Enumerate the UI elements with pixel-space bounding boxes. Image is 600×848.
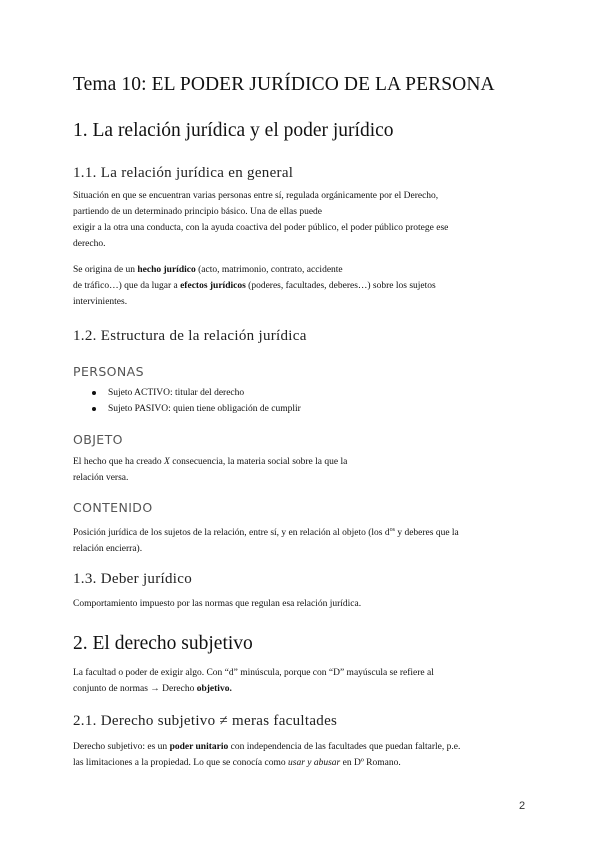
section-1-3-paragraph xyxy=(73,596,533,612)
text-run: Se origina de un xyxy=(73,265,138,275)
text-run: (poderes, facultades, deberes…) sobre los sujetos xyxy=(245,281,436,291)
bold-term-efectos-juridicos: efectos jurídicos xyxy=(180,281,246,291)
bullet-icon xyxy=(92,407,96,411)
bold-term-objetivo: objetivo. xyxy=(196,684,232,694)
text-line xyxy=(73,262,533,278)
contenido-paragraph xyxy=(73,522,533,557)
section-2-1-heading: 2.1. Derecho subjetivo ≠ meras facultades xyxy=(73,713,338,729)
personas-heading: PERSONAS xyxy=(73,364,144,379)
text-line xyxy=(73,454,533,470)
text-run: (acto, matrimonio, contrato, accidente xyxy=(195,265,343,275)
section-1-1-heading: 1.1. La relación jurídica en general xyxy=(73,165,294,181)
list-item xyxy=(92,385,301,401)
section-1-1-paragraph-1 xyxy=(73,188,533,252)
list-item-text: Sujeto ACTIVO: titular del derecho xyxy=(108,388,245,398)
text-line xyxy=(73,681,533,697)
text-run: con independencia de las facultades que puedan faltarle, p.e. xyxy=(228,742,461,752)
section-1-3-heading: 1.3. Deber jurídico xyxy=(73,571,192,587)
text-line xyxy=(73,278,533,294)
bullet-icon xyxy=(92,391,96,395)
text-line: exigir a la otra una conducta, con la ayuda coactiva del poder público, el poder público protege ese xyxy=(73,223,449,233)
text-line: intervinientes. xyxy=(73,297,128,307)
section-2-paragraph xyxy=(73,665,533,697)
text-run: conjunto de normas → Derecho xyxy=(73,684,197,694)
text-run: y deberes que la xyxy=(394,528,459,538)
objeto-heading: OBJETO xyxy=(73,432,123,447)
text-line: La facultad o poder de exigir algo. Con “d” minúscula, porque con “D” mayúscula se refiere al xyxy=(73,668,434,678)
section-1-1-paragraph-2 xyxy=(73,262,533,310)
text-line: derecho. xyxy=(73,239,106,249)
personas-list xyxy=(92,385,301,417)
text-run: las limitaciones a la propiedad. Lo que se conocía como xyxy=(73,758,288,768)
italic-usar-y-abusar: usar y abusar xyxy=(288,758,341,768)
italic-x: X xyxy=(164,457,170,467)
text-run: en Dº Romano. xyxy=(340,758,401,768)
text-line: Comportamiento impuesto por las normas que regulan esa relación jurídica. xyxy=(73,599,362,609)
text-run: El hecho que ha creado xyxy=(73,457,164,467)
list-item-text: Sujeto PASIVO: quien tiene obligación de cumplir xyxy=(108,404,301,414)
document-title: Tema 10: EL PODER JURÍDICO DE LA PERSONA xyxy=(73,74,495,95)
text-line xyxy=(73,755,533,771)
section-2-heading: 2. El derecho subjetivo xyxy=(73,633,253,654)
text-run: de tráfico…) que da lugar a xyxy=(73,281,181,291)
text-line: relación encierra). xyxy=(73,544,143,554)
text-line xyxy=(73,522,533,541)
bold-term-hecho-juridico: hecho jurídico xyxy=(137,265,196,275)
bold-term-poder-unitario: poder unitario xyxy=(169,742,229,752)
text-line: relación versa. xyxy=(73,473,129,483)
objeto-paragraph xyxy=(73,454,533,486)
superscript: os xyxy=(389,527,395,533)
page-number: 2 xyxy=(519,800,526,812)
list-item xyxy=(92,401,301,417)
text-run: consecuencia, la materia social sobre la que la xyxy=(169,457,348,467)
section-2-1-paragraph xyxy=(73,739,533,771)
section-1-2-heading: 1.2. Estructura de la relación jurídica xyxy=(73,328,307,344)
text-line: partiendo de un determinado principio básico. Una de ellas puede xyxy=(73,207,323,217)
text-line xyxy=(73,739,533,755)
text-line: Situación en que se encuentran varias personas entre sí, regulada orgánicamente por el Derecho, xyxy=(73,191,439,201)
text-run: Derecho subjetivo: es un xyxy=(73,742,170,752)
text-run: Posición jurídica de los sujetos de la relación, entre sí, y en relación al objeto (los d xyxy=(73,528,390,538)
contenido-heading: CONTENIDO xyxy=(73,500,153,515)
section-1-heading: 1. La relación jurídica y el poder jurídico xyxy=(73,120,394,141)
